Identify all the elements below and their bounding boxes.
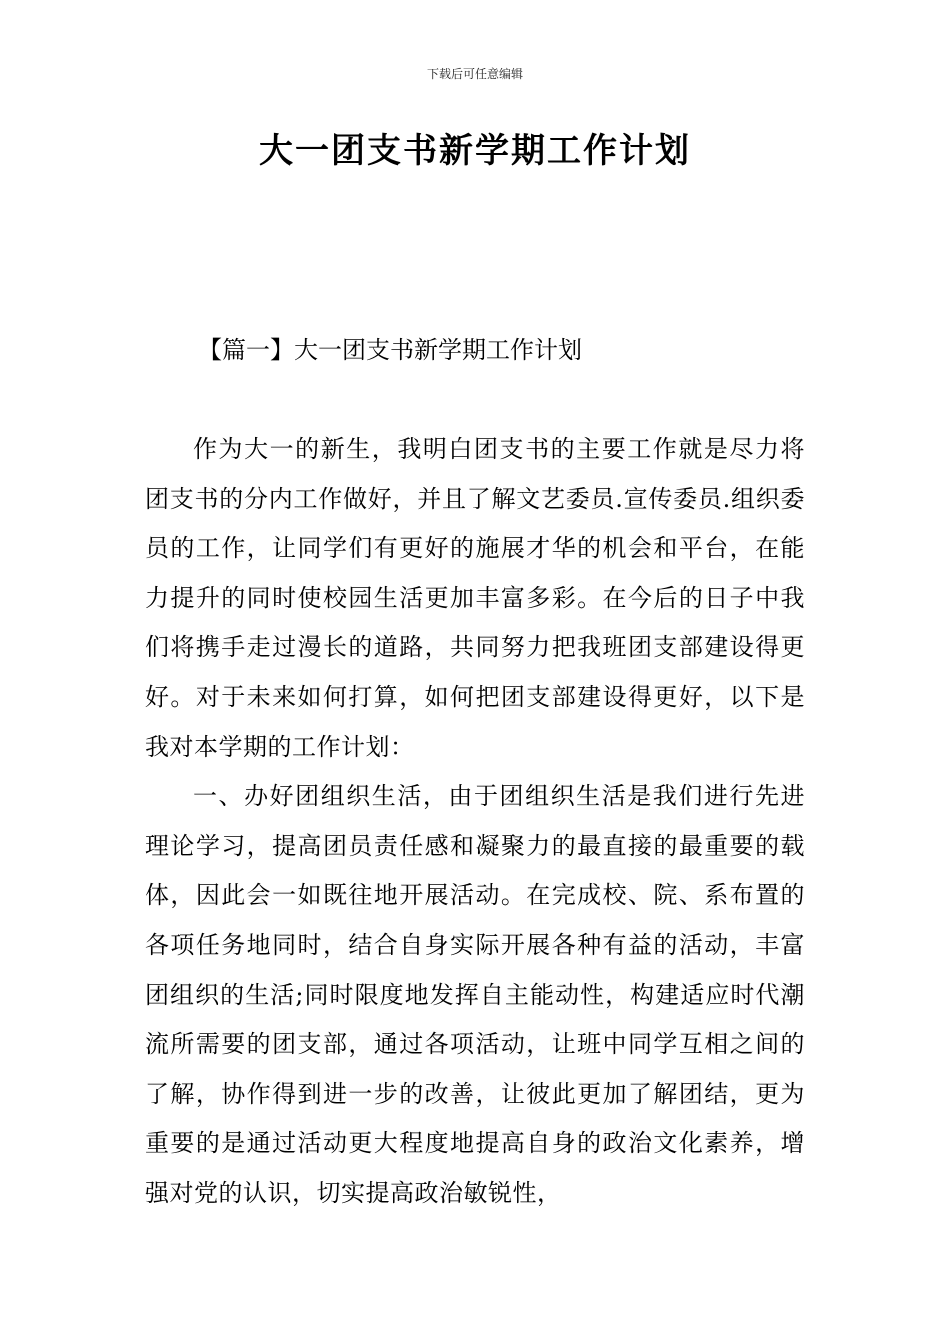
document-body	[145, 425, 805, 1219]
body-paragraph-2: 一、办好团组织生活，由于团组织生活是我们进行先进理论学习，提高团员责任感和凝聚力的最直接的最重要的载体，因此会一如既往地开展活动。在完成校、院、系布置的各项任务地同时，结合自身实际开展各种有益的活动，丰富团组织的生活;同时限度地发挥自主能动性，构建适应时代潮流所需要的团支部，通过各项活动，让班中同学互相之间的了解，协作得到进一步的改善，让彼此更加了解团结，更为重要的是通过活动更大程度地提高自身的政治文化素养，增强对党的认识，切实提高政治敏锐性，	[145, 782, 805, 1207]
body-paragraph-1: 作为大一的新生，我明白团支书的主要工作就是尽力将团支书的分内工作做好，并且了解文艺委员.宣传委员.组织委员的工作，让同学们有更好的施展才华的机会和平台，在能力提升的同时使校园生活更加丰富多彩。在今后的日子中我们将携手走过漫长的道路，共同努力把我班团支部建设得更好。对于未来如何打算，如何把团支部建设得更好，以下是我对本学期的工作计划：	[145, 435, 805, 761]
document-title: 大一团支书新学期工作计划	[259, 131, 691, 171]
section-heading: 【篇一】大一团支书新学期工作计划	[198, 336, 582, 364]
header-note: 下载后可任意编辑	[426, 67, 523, 81]
